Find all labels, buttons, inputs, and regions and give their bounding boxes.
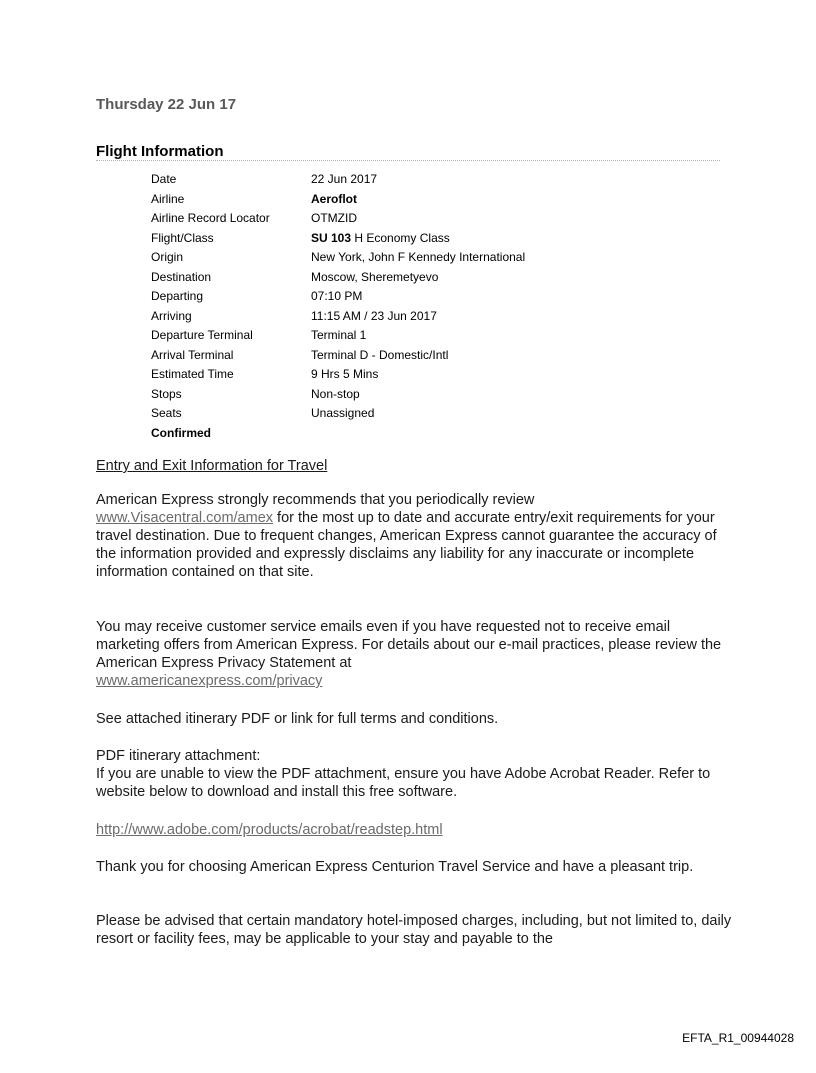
row-value: Moscow, Sheremetyevo bbox=[311, 269, 439, 284]
table-row bbox=[151, 170, 525, 190]
date-heading: Thursday 22 Jun 17 bbox=[96, 96, 237, 113]
row-value: Terminal 1 bbox=[311, 328, 367, 342]
table-row bbox=[151, 404, 525, 424]
row-value: Non-stop bbox=[311, 386, 360, 401]
table-row bbox=[151, 346, 525, 366]
row-value: 22 Jun 2017 bbox=[311, 172, 378, 186]
entry-exit-heading bbox=[96, 457, 736, 475]
table-row bbox=[151, 385, 525, 405]
entry-exit-paragraph bbox=[96, 491, 736, 581]
entry-exit-intro: American Express strongly recommends that you periodically review bbox=[96, 492, 535, 508]
flight-information-title: Flight Information bbox=[96, 143, 224, 160]
privacy-link[interactable]: www.americanexpress.com/privacy bbox=[96, 673, 323, 689]
row-label: Departure Terminal bbox=[151, 328, 253, 342]
row-label: Airline bbox=[151, 191, 185, 206]
entry-exit-rest: for the most up to date and accurate entry/exit requirements for your travel destination. Due to frequent changes, American Express cannot guarantee the accuracy of the information provided and expressly disclaims any liability for any inaccurate or incomplete information contained on that site. bbox=[96, 510, 717, 580]
row-label: Departing bbox=[151, 289, 204, 303]
table-row bbox=[151, 287, 525, 307]
pdf-heading: PDF itinerary attachment: bbox=[96, 748, 261, 764]
document-id: EFTA_R1_00944028 bbox=[682, 1031, 794, 1045]
booking-status: Confirmed bbox=[151, 425, 211, 440]
thanks-text: Thank you for choosing American Express Centurion Travel Service and have a pleasant trip. bbox=[96, 859, 694, 875]
row-label: Flight/Class bbox=[151, 230, 214, 245]
table-row bbox=[151, 229, 525, 249]
privacy-paragraph bbox=[96, 618, 736, 690]
row-value: New York, John F Kennedy International bbox=[311, 250, 526, 264]
row-label: Seats bbox=[151, 406, 182, 420]
privacy-text: You may receive customer service emails even if you have requested not to receive email marketing offers from American Express. For details about our e-mail practices, please review the American Express Privacy Statement at bbox=[96, 619, 722, 671]
adobe-link-line bbox=[96, 821, 736, 839]
row-label: Arriving bbox=[151, 308, 192, 323]
row-value: 11:15 AM / 23 Jun 2017 bbox=[311, 308, 437, 323]
section-divider bbox=[96, 160, 720, 161]
table-row bbox=[151, 209, 525, 229]
table-row bbox=[151, 424, 525, 444]
row-label: Arrival Terminal bbox=[151, 347, 234, 362]
table-row bbox=[151, 326, 525, 346]
record-locator: OTMZID bbox=[311, 211, 357, 225]
terms-text: See attached itinerary PDF or link for full terms and conditions. bbox=[96, 711, 499, 727]
table-row bbox=[151, 268, 525, 288]
row-label: Origin bbox=[151, 250, 184, 264]
table-row bbox=[151, 307, 525, 327]
row-label: Airline Record Locator bbox=[151, 211, 270, 225]
table-row bbox=[151, 248, 525, 268]
pdf-paragraph bbox=[96, 747, 736, 801]
visacentral-link[interactable]: www.Visacentral.com/amex bbox=[96, 510, 274, 526]
table-row bbox=[151, 365, 525, 385]
airline-name: Aeroflot bbox=[311, 191, 357, 206]
row-label: Destination bbox=[151, 269, 212, 284]
flight-number: SU 103 bbox=[311, 230, 352, 245]
pdf-text: If you are unable to view the PDF attachment, ensure you have Adobe Acrobat Reader. Refer to website below to download and install this free software. bbox=[96, 766, 711, 800]
row-value: Terminal D - Domestic/Intl bbox=[311, 347, 449, 362]
flight-details-table bbox=[151, 170, 525, 443]
entry-exit-heading-text: Entry and Exit Information for Travel bbox=[96, 458, 328, 474]
flight-class-value bbox=[311, 229, 525, 249]
row-value: 9 Hrs 5 Mins bbox=[311, 367, 379, 381]
row-label: Stops bbox=[151, 386, 182, 401]
adobe-link[interactable]: http://www.adobe.com/products/acrobat/readstep.html bbox=[96, 822, 443, 838]
row-value: 07:10 PM bbox=[311, 289, 363, 303]
hotel-notice: Please be advised that certain mandatory hotel-imposed charges, including, but not limited to, daily resort or facility fees, may be applicable to your stay and payable to the bbox=[96, 913, 732, 947]
row-label: Estimated Time bbox=[151, 367, 234, 381]
flight-class: H Economy Class bbox=[354, 230, 450, 245]
row-label: Date bbox=[151, 172, 177, 186]
row-value: Unassigned bbox=[311, 406, 375, 420]
table-row bbox=[151, 190, 525, 210]
